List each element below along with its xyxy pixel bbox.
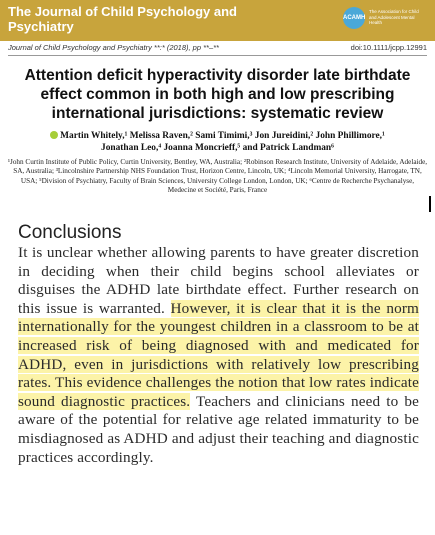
doi-text: doi:10.1111/jcpp.12991 <box>350 43 427 52</box>
article-title: Attention deficit hyperactivity disorder late birthdate effect common in both high and low prescribing international jurisdictions: systematic review <box>24 67 411 122</box>
text-cursor-icon <box>429 196 431 212</box>
conclusions-text-start: It is unclear whether allowing parents to have greater discretion in deciding when their child begins school alleviates or disguises the ADHD late birthdate effect. Further research on this issue is warranted. <box>18 244 419 317</box>
acamh-logo-icon: ACAMH <box>343 7 365 29</box>
highlighted-text: However, it is clear that it is the norm internationally for the youngest children in a classroom to be at increased risk of being diagnosed with and medicated for ADHD, even in jurisdictions with relatively low prescribing rates. This evidence challenges the notion that low rates indicate sound diagnostic practices. <box>18 299 419 410</box>
section-heading-conclusions: Conclusions <box>18 222 122 243</box>
journal-banner <box>0 0 435 41</box>
authors-line-1: Martin Whitely,¹ Melissa Raven,² Sami Timimi,³ Jon Jureidini,² John Phillimore,¹ <box>6 130 429 142</box>
author-list <box>6 130 429 154</box>
journal-name: The Journal of Child Psychology and Psychiatry <box>8 4 237 34</box>
citation-row <box>8 43 427 56</box>
journal-citation: Journal of Child Psychology and Psychiatry **:* (2018), pp **–** <box>8 43 219 52</box>
society-name: The Association for Child and Adolescent Mental Health <box>369 9 419 25</box>
authors-line-2: Jonathan Leo,⁴ Joanna Moncrieff,⁵ and Patrick Landman⁶ <box>101 143 334 153</box>
conclusions-text-end: Teachers and clinicians need to be aware of the potential for relative age related immaturity to be misdiagnosed as ADHD and adjust their teaching and diagnostic practices accordingly. <box>18 392 419 466</box>
conclusions-paragraph <box>18 244 419 467</box>
orcid-icon[interactable] <box>50 131 58 139</box>
affiliations: ¹John Curtin Institute of Public Policy, Curtin University, Bentley, WA, Australia; ²Robinson Research Institute, University of Adelaide, Adelaide, SA, Australia; ³Lincolnshire Partnership NHS Foundation Trust, Horizon Centre, Lincoln, UK; ⁴Lincoln Memorial University, Harrogate, TN, USA; ⁵Division of Psychiatry, Faculty of Brain Sciences, University College London, London, UK; ⁶Centre de Recherche Psychanalyse, Medecine et Société, Paris, France <box>7 158 428 194</box>
